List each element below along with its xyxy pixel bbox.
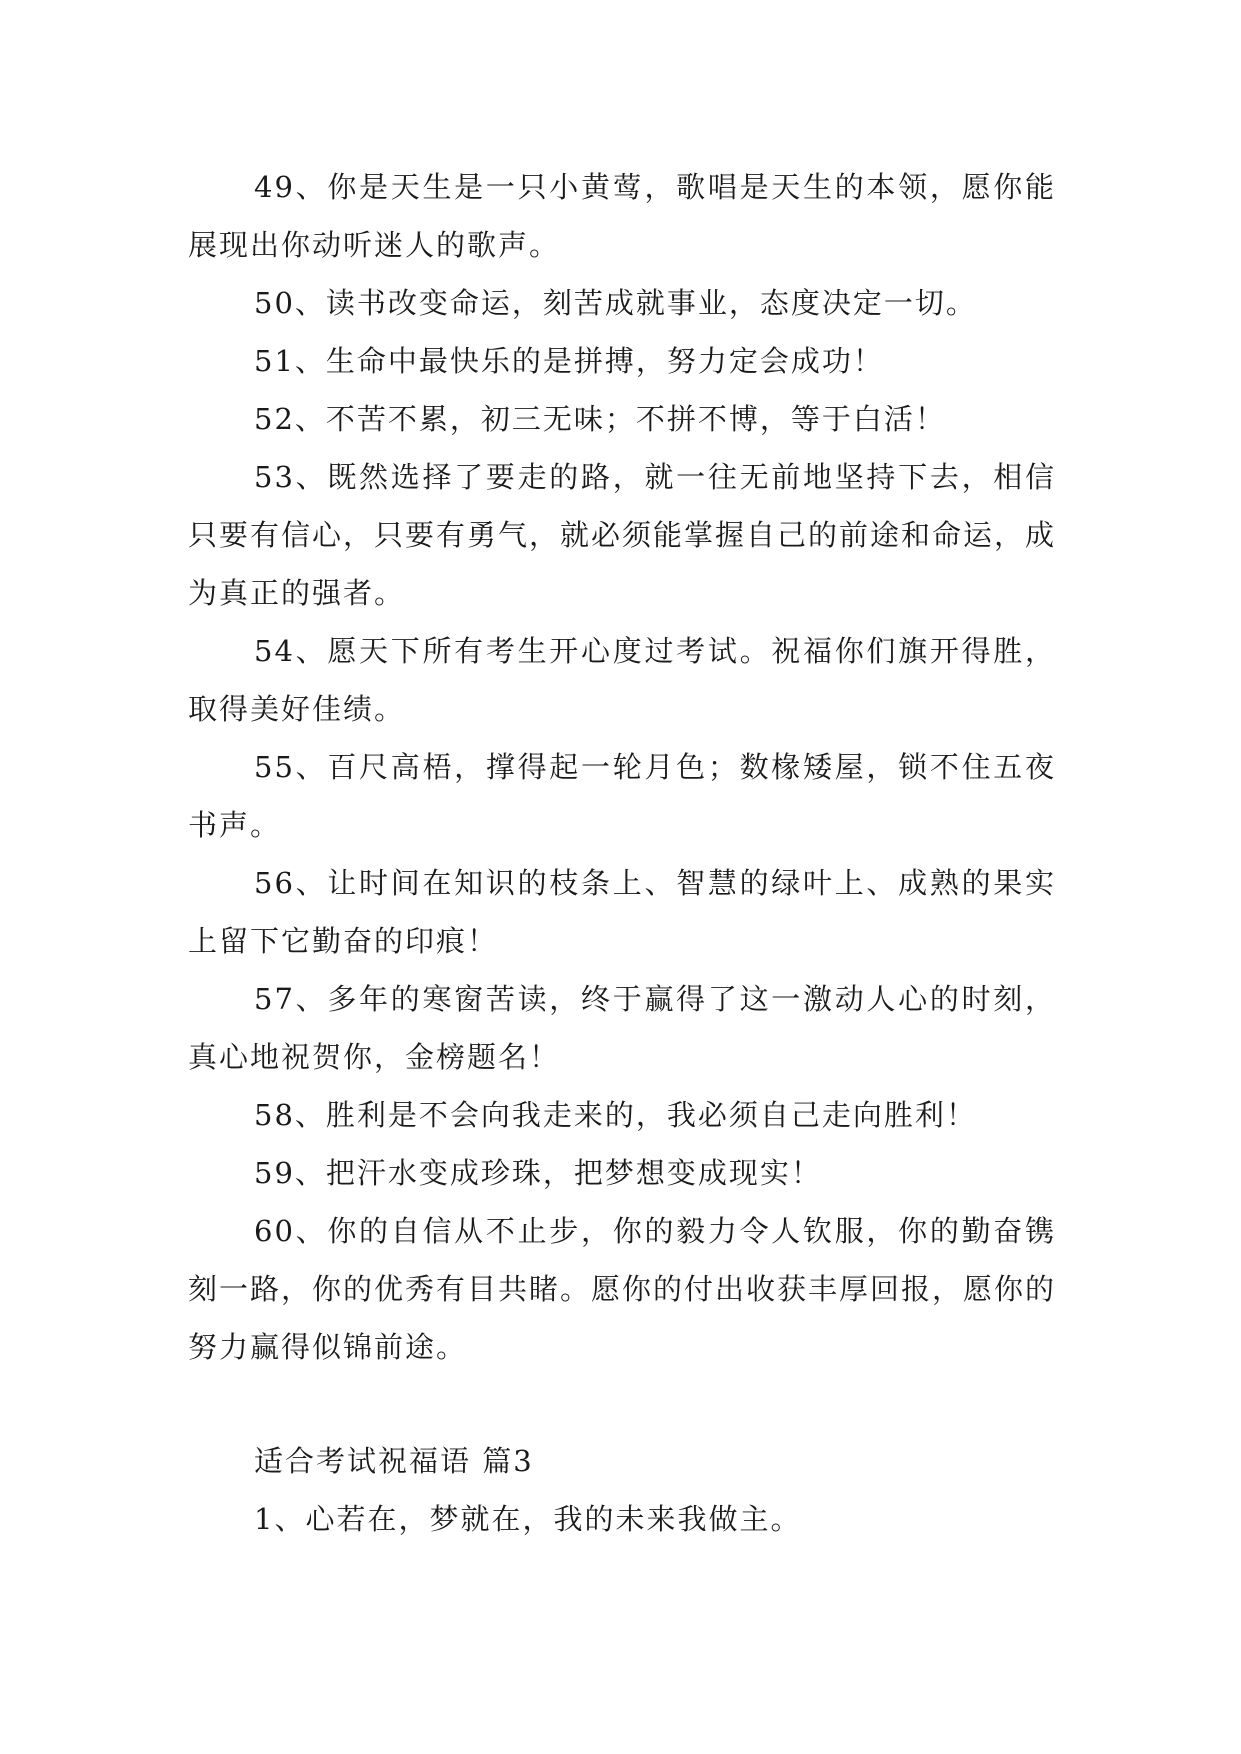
list-item: 1、心若在，梦就在，我的未来我做主。 [254, 1502, 802, 1536]
list-item: 51、生命中最快乐的是拼搏，努力定会成功！ [254, 344, 884, 378]
list-item: 52、不苦不累，初三无味；不拼不博，等于白活！ [254, 402, 946, 436]
list-item: 58、胜利是不会向我走来的，我必须自己走向胜利！ [254, 1098, 977, 1132]
list-item: 49、你是天生是一只小黄莺，歌唱是天生的本领，愿你能展现出你动听迷人的歌声。 [188, 170, 1056, 262]
list-item: 53、既然选择了要走的路，就一往无前地坚持下去，相信只要有信心，只要有勇气，就必须能掌握自己的前途和命运，成为真正的强者。 [188, 460, 1057, 610]
list-item: 57、多年的寒窗苦读，终于赢得了这一激动人心的时刻，真心地祝贺你，金榜题名！ [188, 982, 1056, 1074]
section-spacer [188, 1376, 1056, 1432]
list-item: 56、让时间在知识的枝条上、智慧的绿叶上、成熟的果实上留下它勤奋的印痕！ [188, 866, 1056, 958]
list-item: 50、读书改变命运，刻苦成就事业，态度决定一切。 [254, 286, 977, 320]
list-item: 54、愿天下所有考生开心度过考试。祝福你们旗开得胜，取得美好佳绩。 [188, 634, 1056, 726]
list-item: 60、你的自信从不止步，你的毅力令人钦服，你的勤奋镌刻一路，你的优秀有目共睹。愿你的付出收获丰厚回报，愿你的努力赢得似锦前途。 [188, 1214, 1057, 1364]
document-body [188, 158, 1056, 1548]
list-item: 55、百尺高梧，撑得起一轮月色；数椽矮屋，锁不住五夜书声。 [188, 750, 1056, 842]
section-heading: 适合考试祝福语 篇3 [254, 1444, 534, 1478]
list-item: 59、把汗水变成珍珠，把梦想变成现实！ [254, 1156, 822, 1190]
